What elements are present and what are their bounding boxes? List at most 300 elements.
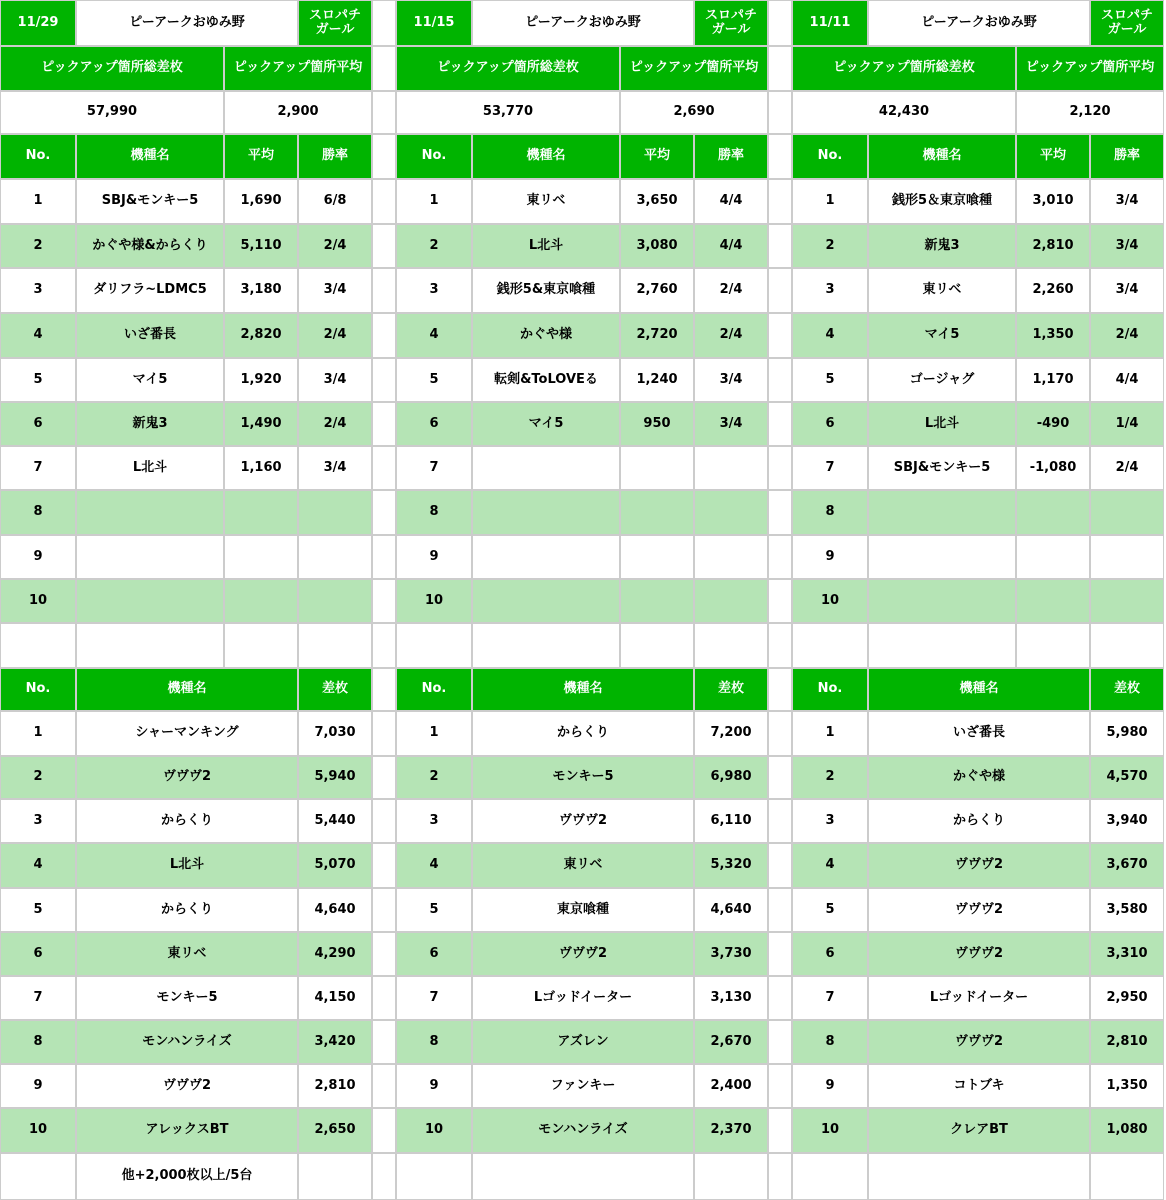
- machine-row-no: 7: [396, 446, 472, 490]
- rank-row-no: 8: [0, 1020, 76, 1064]
- spacer-cell: [396, 623, 472, 668]
- machine-row-no: 9: [396, 535, 472, 579]
- rank-row-name: ヴヴヴ2: [868, 888, 1090, 932]
- machine-row-name: 銭形5＆東京喰種: [868, 179, 1016, 224]
- rank-row-difference: 2,650: [298, 1108, 372, 1153]
- spacer-cell: [224, 623, 298, 668]
- average-label: ピックアップ箇所平均: [1016, 46, 1164, 91]
- machine-row-name: [76, 535, 224, 579]
- rank-row-difference: 6,980: [694, 756, 768, 799]
- separator-cell: [372, 843, 396, 888]
- machine-row-name: かぐや様: [472, 313, 620, 358]
- machine-row-average: 1,920: [224, 358, 298, 402]
- rank-row-difference: 4,640: [298, 888, 372, 932]
- machine-row-name: マイ5: [76, 358, 224, 402]
- machine-row-average: 1,240: [620, 358, 694, 402]
- header-no: No.: [396, 668, 472, 711]
- rank-row-difference: 5,940: [298, 756, 372, 799]
- machine-row-name: 転剣&ToLOVEる: [472, 358, 620, 402]
- machine-row-average: 1,690: [224, 179, 298, 224]
- brand-label: スロパチ ガール: [298, 0, 372, 46]
- machine-row-no: 9: [0, 535, 76, 579]
- rank-row-no: 3: [0, 799, 76, 843]
- rank-row-name: コトブキ: [868, 1064, 1090, 1108]
- footer-spacer: [694, 1153, 768, 1200]
- machine-row-name: [472, 535, 620, 579]
- rank-row-name: 東リベ: [76, 932, 298, 976]
- footer-spacer: [0, 1153, 76, 1200]
- brand-label: スロパチ ガール: [1090, 0, 1164, 46]
- machine-row-name: [472, 446, 620, 490]
- machine-row-average: 3,180: [224, 268, 298, 313]
- machine-row-name: かぐや様&からくり: [76, 224, 224, 268]
- total-diff-label: ピックアップ箇所総差枚: [792, 46, 1016, 91]
- machine-row-no: 5: [0, 358, 76, 402]
- machine-row-no: 6: [0, 402, 76, 446]
- machine-row-average: [1016, 535, 1090, 579]
- rank-row-name: ヴヴヴ2: [76, 1064, 298, 1108]
- separator-cell: [768, 579, 792, 623]
- separator-cell: [768, 91, 792, 134]
- machine-row-win-rate: 2/4: [1090, 446, 1164, 490]
- rank-row-no: 7: [0, 976, 76, 1020]
- footer-spacer: [1090, 1153, 1164, 1200]
- rank-row-no: 10: [792, 1108, 868, 1153]
- separator-cell: [768, 799, 792, 843]
- machine-row-average: [620, 579, 694, 623]
- date-label: 11/15: [396, 0, 472, 46]
- separator-cell: [768, 358, 792, 402]
- header-machine-name: 機種名: [76, 134, 224, 179]
- rank-row-no: 3: [396, 799, 472, 843]
- header-no: No.: [396, 134, 472, 179]
- rank-row-difference: 2,400: [694, 1064, 768, 1108]
- total-diff-value: 57,990: [0, 91, 224, 134]
- machine-row-average: [1016, 579, 1090, 623]
- separator-cell: [768, 668, 792, 711]
- total-diff-value: 42,430: [792, 91, 1016, 134]
- spacer-cell: [472, 623, 620, 668]
- separator-cell: [372, 268, 396, 313]
- separator-cell: [768, 313, 792, 358]
- footer-note: [472, 1153, 694, 1200]
- rank-row-difference: 3,420: [298, 1020, 372, 1064]
- footer-spacer: [792, 1153, 868, 1200]
- rank-row-no: 7: [396, 976, 472, 1020]
- separator-cell: [372, 224, 396, 268]
- separator-cell: [372, 711, 396, 756]
- machine-row-name: 新鬼3: [76, 402, 224, 446]
- separator-cell: [372, 623, 396, 668]
- machine-row-no: 3: [792, 268, 868, 313]
- machine-row-no: 2: [792, 224, 868, 268]
- average-value: 2,900: [224, 91, 372, 134]
- machine-row-win-rate: 3/4: [694, 402, 768, 446]
- rank-row-name: 東京喰種: [472, 888, 694, 932]
- store-name: ピーアークおゆみ野: [472, 0, 694, 46]
- separator-cell: [768, 446, 792, 490]
- rank-row-name: シャーマンキング: [76, 711, 298, 756]
- machine-row-no: 4: [396, 313, 472, 358]
- machine-row-win-rate: 4/4: [1090, 358, 1164, 402]
- machine-row-name: [76, 579, 224, 623]
- machine-row-no: 5: [792, 358, 868, 402]
- rank-row-difference: 7,200: [694, 711, 768, 756]
- machine-row-average: 2,260: [1016, 268, 1090, 313]
- separator-cell: [372, 0, 396, 46]
- machine-row-average: [620, 535, 694, 579]
- separator-cell: [768, 268, 792, 313]
- machine-row-name: SBJ&モンキー5: [76, 179, 224, 224]
- rank-row-name: からくり: [868, 799, 1090, 843]
- rank-row-no: 2: [396, 756, 472, 799]
- rank-row-no: 1: [396, 711, 472, 756]
- separator-cell: [768, 1153, 792, 1200]
- machine-row-no: 5: [396, 358, 472, 402]
- machine-row-name: [76, 490, 224, 535]
- rank-row-difference: 4,570: [1090, 756, 1164, 799]
- machine-row-no: 4: [0, 313, 76, 358]
- separator-cell: [372, 490, 396, 535]
- machine-row-name: [868, 490, 1016, 535]
- machine-row-average: 3,080: [620, 224, 694, 268]
- machine-row-win-rate: [694, 535, 768, 579]
- footer-note: [868, 1153, 1090, 1200]
- rank-row-difference: 3,730: [694, 932, 768, 976]
- machine-row-no: 10: [396, 579, 472, 623]
- machine-row-name: 銭形5&東京喰種: [472, 268, 620, 313]
- machine-row-name: マイ5: [472, 402, 620, 446]
- rank-row-name: からくり: [472, 711, 694, 756]
- header-difference: 差枚: [1090, 668, 1164, 711]
- machine-row-name: L北斗: [868, 402, 1016, 446]
- machine-row-win-rate: 2/4: [298, 224, 372, 268]
- rank-row-no: 6: [396, 932, 472, 976]
- machine-row-win-rate: [1090, 535, 1164, 579]
- machine-row-no: 1: [0, 179, 76, 224]
- machine-row-no: 1: [792, 179, 868, 224]
- footer-spacer: [298, 1153, 372, 1200]
- rank-row-no: 4: [792, 843, 868, 888]
- machine-row-average: 1,350: [1016, 313, 1090, 358]
- machine-row-no: 8: [396, 490, 472, 535]
- header-win-rate: 勝率: [298, 134, 372, 179]
- date-label: 11/11: [792, 0, 868, 46]
- header-average: 平均: [224, 134, 298, 179]
- rank-row-difference: 3,130: [694, 976, 768, 1020]
- machine-row-no: 1: [396, 179, 472, 224]
- machine-row-no: 10: [0, 579, 76, 623]
- rank-row-difference: 4,150: [298, 976, 372, 1020]
- header-machine-name: 機種名: [472, 134, 620, 179]
- average-value: 2,120: [1016, 91, 1164, 134]
- rank-row-difference: 1,350: [1090, 1064, 1164, 1108]
- rank-row-name: ヴヴヴ2: [868, 843, 1090, 888]
- machine-row-name: [868, 535, 1016, 579]
- rank-row-difference: 5,070: [298, 843, 372, 888]
- separator-cell: [372, 46, 396, 91]
- machine-row-name: 新鬼3: [868, 224, 1016, 268]
- machine-row-no: 7: [0, 446, 76, 490]
- separator-cell: [372, 313, 396, 358]
- machine-row-no: 6: [792, 402, 868, 446]
- separator-cell: [372, 91, 396, 134]
- rank-row-name: Lゴッドイーター: [472, 976, 694, 1020]
- machine-row-name: [472, 490, 620, 535]
- rank-row-no: 5: [396, 888, 472, 932]
- separator-cell: [768, 490, 792, 535]
- rank-row-name: ヴヴヴ2: [76, 756, 298, 799]
- header-difference: 差枚: [298, 668, 372, 711]
- machine-row-win-rate: [694, 446, 768, 490]
- separator-cell: [768, 535, 792, 579]
- machine-row-win-rate: 6/8: [298, 179, 372, 224]
- spacer-cell: [868, 623, 1016, 668]
- machine-row-average: -1,080: [1016, 446, 1090, 490]
- header-machine-name: 機種名: [868, 134, 1016, 179]
- rank-row-name: かぐや様: [868, 756, 1090, 799]
- spacer-cell: [0, 623, 76, 668]
- rank-row-no: 9: [396, 1064, 472, 1108]
- rank-row-no: 3: [792, 799, 868, 843]
- separator-cell: [768, 224, 792, 268]
- spacer-cell: [298, 623, 372, 668]
- rank-row-name: ヴヴヴ2: [472, 799, 694, 843]
- machine-row-name: マイ5: [868, 313, 1016, 358]
- machine-row-average: [224, 579, 298, 623]
- header-machine-name: 機種名: [472, 668, 694, 711]
- rank-row-difference: 2,810: [1090, 1020, 1164, 1064]
- machine-row-average: 2,760: [620, 268, 694, 313]
- machine-row-average: -490: [1016, 402, 1090, 446]
- machine-row-no: 3: [0, 268, 76, 313]
- machine-row-win-rate: 3/4: [1090, 224, 1164, 268]
- rank-row-name: からくり: [76, 888, 298, 932]
- machine-row-average: [224, 490, 298, 535]
- header-no: No.: [0, 668, 76, 711]
- rank-row-difference: 5,440: [298, 799, 372, 843]
- separator-cell: [372, 976, 396, 1020]
- machine-row-win-rate: 2/4: [298, 402, 372, 446]
- rank-row-no: 5: [792, 888, 868, 932]
- machine-row-name: ダリフラ~LDMC5: [76, 268, 224, 313]
- machine-row-name: L北斗: [76, 446, 224, 490]
- header-win-rate: 勝率: [694, 134, 768, 179]
- rank-row-name: モンハンライズ: [472, 1108, 694, 1153]
- total-diff-label: ピックアップ箇所総差枚: [0, 46, 224, 91]
- rank-row-no: 7: [792, 976, 868, 1020]
- machine-row-average: 1,170: [1016, 358, 1090, 402]
- machine-row-average: 3,650: [620, 179, 694, 224]
- separator-cell: [768, 1064, 792, 1108]
- rank-row-no: 5: [0, 888, 76, 932]
- header-machine-name: 機種名: [76, 668, 298, 711]
- rank-row-name: モンキー5: [472, 756, 694, 799]
- separator-cell: [768, 1020, 792, 1064]
- separator-cell: [768, 402, 792, 446]
- separator-cell: [768, 756, 792, 799]
- machine-row-win-rate: 3/4: [298, 358, 372, 402]
- machine-row-win-rate: 2/4: [298, 313, 372, 358]
- separator-cell: [768, 179, 792, 224]
- separator-cell: [768, 888, 792, 932]
- separator-cell: [372, 134, 396, 179]
- spacer-cell: [1016, 623, 1090, 668]
- rank-row-no: 4: [0, 843, 76, 888]
- header-no: No.: [0, 134, 76, 179]
- rank-row-name: アレックスBT: [76, 1108, 298, 1153]
- machine-row-name: 東リベ: [472, 179, 620, 224]
- rank-row-difference: 2,370: [694, 1108, 768, 1153]
- machine-row-no: 8: [0, 490, 76, 535]
- rank-row-name: いざ番長: [868, 711, 1090, 756]
- spacer-cell: [620, 623, 694, 668]
- separator-cell: [372, 579, 396, 623]
- machine-row-name: [472, 579, 620, 623]
- total-diff-label: ピックアップ箇所総差枚: [396, 46, 620, 91]
- rank-row-difference: 7,030: [298, 711, 372, 756]
- machine-row-win-rate: 3/4: [298, 446, 372, 490]
- rank-row-no: 1: [0, 711, 76, 756]
- separator-cell: [768, 623, 792, 668]
- rank-row-name: モンキー5: [76, 976, 298, 1020]
- average-label: ピックアップ箇所平均: [224, 46, 372, 91]
- store-name: ピーアークおゆみ野: [868, 0, 1090, 46]
- machine-row-win-rate: 3/4: [298, 268, 372, 313]
- rank-row-difference: 4,640: [694, 888, 768, 932]
- machine-row-no: 8: [792, 490, 868, 535]
- machine-row-win-rate: 4/4: [694, 224, 768, 268]
- rank-row-difference: 6,110: [694, 799, 768, 843]
- rank-row-name: L北斗: [76, 843, 298, 888]
- store-name: ピーアークおゆみ野: [76, 0, 298, 46]
- separator-cell: [372, 446, 396, 490]
- machine-row-win-rate: [694, 579, 768, 623]
- spacer-cell: [1090, 623, 1164, 668]
- rank-row-name: Lゴッドイーター: [868, 976, 1090, 1020]
- separator-cell: [372, 756, 396, 799]
- rank-row-difference: 2,810: [298, 1064, 372, 1108]
- rank-row-difference: 1,080: [1090, 1108, 1164, 1153]
- separator-cell: [372, 535, 396, 579]
- machine-row-no: 7: [792, 446, 868, 490]
- header-win-rate: 勝率: [1090, 134, 1164, 179]
- rank-row-no: 10: [0, 1108, 76, 1153]
- rank-row-no: 2: [792, 756, 868, 799]
- spacer-cell: [792, 623, 868, 668]
- machine-row-name: いざ番長: [76, 313, 224, 358]
- rank-row-no: 8: [792, 1020, 868, 1064]
- machine-row-win-rate: 2/4: [694, 268, 768, 313]
- rank-row-difference: 4,290: [298, 932, 372, 976]
- rank-row-name: モンハンライズ: [76, 1020, 298, 1064]
- rank-row-difference: 3,310: [1090, 932, 1164, 976]
- machine-row-average: [620, 490, 694, 535]
- machine-row-no: 10: [792, 579, 868, 623]
- rank-row-difference: 5,320: [694, 843, 768, 888]
- brand-label: スロパチ ガール: [694, 0, 768, 46]
- machine-row-win-rate: 2/4: [694, 313, 768, 358]
- total-diff-value: 53,770: [396, 91, 620, 134]
- header-no: No.: [792, 668, 868, 711]
- header-difference: 差枚: [694, 668, 768, 711]
- rank-row-name: からくり: [76, 799, 298, 843]
- separator-cell: [372, 1020, 396, 1064]
- machine-row-name: [868, 579, 1016, 623]
- separator-cell: [768, 932, 792, 976]
- separator-cell: [768, 46, 792, 91]
- machine-row-name: 東リベ: [868, 268, 1016, 313]
- machine-row-win-rate: 1/4: [1090, 402, 1164, 446]
- machine-row-average: [620, 446, 694, 490]
- separator-cell: [768, 976, 792, 1020]
- header-machine-name: 機種名: [868, 668, 1090, 711]
- rank-row-no: 2: [0, 756, 76, 799]
- rank-row-no: 6: [0, 932, 76, 976]
- rank-row-difference: 5,980: [1090, 711, 1164, 756]
- machine-row-average: [1016, 490, 1090, 535]
- rank-row-no: 6: [792, 932, 868, 976]
- spacer-cell: [694, 623, 768, 668]
- average-value: 2,690: [620, 91, 768, 134]
- rank-row-difference: 2,950: [1090, 976, 1164, 1020]
- rank-row-no: 9: [0, 1064, 76, 1108]
- separator-cell: [372, 1108, 396, 1153]
- machine-row-win-rate: [298, 490, 372, 535]
- machine-row-win-rate: 3/4: [1090, 179, 1164, 224]
- separator-cell: [372, 668, 396, 711]
- rank-row-no: 4: [396, 843, 472, 888]
- machine-row-win-rate: 4/4: [694, 179, 768, 224]
- machine-row-no: 9: [792, 535, 868, 579]
- rank-row-no: 1: [792, 711, 868, 756]
- machine-row-average: 5,110: [224, 224, 298, 268]
- separator-cell: [768, 843, 792, 888]
- machine-row-average: 1,490: [224, 402, 298, 446]
- separator-cell: [768, 711, 792, 756]
- rank-row-difference: 2,670: [694, 1020, 768, 1064]
- separator-cell: [372, 888, 396, 932]
- machine-row-win-rate: 2/4: [1090, 313, 1164, 358]
- machine-row-average: 2,820: [224, 313, 298, 358]
- separator-cell: [372, 932, 396, 976]
- machine-row-average: 3,010: [1016, 179, 1090, 224]
- rank-row-no: 9: [792, 1064, 868, 1108]
- header-average: 平均: [1016, 134, 1090, 179]
- footer-spacer: [396, 1153, 472, 1200]
- separator-cell: [372, 1153, 396, 1200]
- separator-cell: [768, 134, 792, 179]
- footer-note: 他+2,000枚以上/5台: [76, 1153, 298, 1200]
- average-label: ピックアップ箇所平均: [620, 46, 768, 91]
- machine-row-no: 3: [396, 268, 472, 313]
- machine-row-no: 2: [396, 224, 472, 268]
- machine-row-average: 950: [620, 402, 694, 446]
- rank-row-name: アズレン: [472, 1020, 694, 1064]
- rank-row-name: ヴヴヴ2: [472, 932, 694, 976]
- rank-row-name: ファンキー: [472, 1064, 694, 1108]
- machine-row-name: SBJ&モンキー5: [868, 446, 1016, 490]
- machine-row-no: 2: [0, 224, 76, 268]
- rank-row-difference: 3,580: [1090, 888, 1164, 932]
- separator-cell: [372, 179, 396, 224]
- machine-row-name: ゴージャグ: [868, 358, 1016, 402]
- machine-row-average: 1,160: [224, 446, 298, 490]
- header-no: No.: [792, 134, 868, 179]
- machine-row-win-rate: 3/4: [1090, 268, 1164, 313]
- separator-cell: [768, 1108, 792, 1153]
- machine-row-no: 4: [792, 313, 868, 358]
